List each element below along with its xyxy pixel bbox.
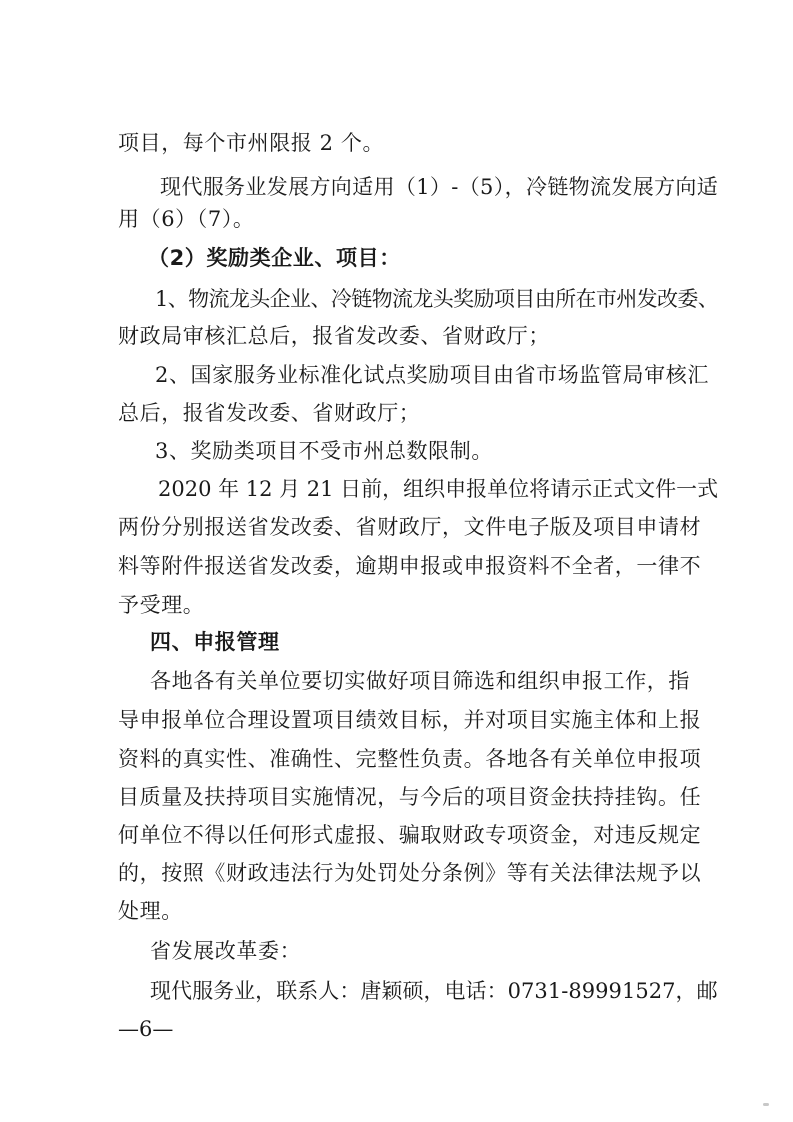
section-heading: 四、申报管理 bbox=[150, 630, 280, 654]
text-line: 现代服务业，联系人：唐颖硕，电话：0731-89991527，邮 bbox=[150, 979, 718, 1003]
text-line: 2、国家服务业标准化试点奖励项目由省市场监管局审核汇 bbox=[155, 363, 709, 387]
text-line: 财政局审核汇总后，报省发改委、省财政厅； bbox=[118, 324, 550, 348]
page-number: —6— bbox=[118, 1017, 174, 1041]
text-line: 总后，报省发改委、省财政厅； bbox=[118, 401, 421, 425]
text-line: 处理。 bbox=[118, 899, 183, 923]
text-line: 目质量及扶持项目实施情况，与今后的项目资金扶持挂钩。任 bbox=[118, 785, 702, 809]
text-line: 省发展改革委： bbox=[150, 939, 302, 963]
scan-speck bbox=[763, 1103, 769, 1106]
text-line: 项目，每个市州限报 2 个。 bbox=[118, 131, 385, 155]
text-line: 资料的真实性、准确性、完整性负责。各地各有关单位申报项 bbox=[118, 747, 702, 771]
text-line: 导申报单位合理设置项目绩效目标，并对项目实施主体和上报 bbox=[118, 708, 702, 732]
text-line: 的，按照《财政违法行为处罚处分条例》等有关法律法规予以 bbox=[118, 861, 702, 885]
text-line: 何单位不得以任何形式虚报、骗取财政专项资金，对违反规定 bbox=[118, 823, 702, 847]
text-line: 1、物流龙头企业、冷链物流龙头奖励项目由所在市州发改委、 bbox=[155, 287, 719, 311]
section-subheading: （2）奖励类企业、项目： bbox=[148, 246, 401, 270]
text-line: 现代服务业发展方向适用（1）-（5），冷链物流发展方向适 bbox=[160, 175, 719, 199]
text-line: 料等附件报送省发改委，逾期申报或申报资料不全者，一律不 bbox=[118, 554, 702, 578]
text-line: 用（6）（7）。 bbox=[118, 207, 255, 231]
text-line: 予受理。 bbox=[118, 593, 205, 617]
text-line: 两份分别报送省发改委、省财政厅，文件电子版及项目申请材 bbox=[118, 515, 702, 539]
text-line: 3、奖励类项目不受市州总数限制。 bbox=[155, 439, 493, 463]
text-line: 2020 年 12 月 21 日前，组织申报单位将请示正式文件一式 bbox=[158, 477, 719, 501]
text-line: 各地各有关单位要切实做好项目筛选和组织申报工作，指 bbox=[150, 669, 690, 693]
